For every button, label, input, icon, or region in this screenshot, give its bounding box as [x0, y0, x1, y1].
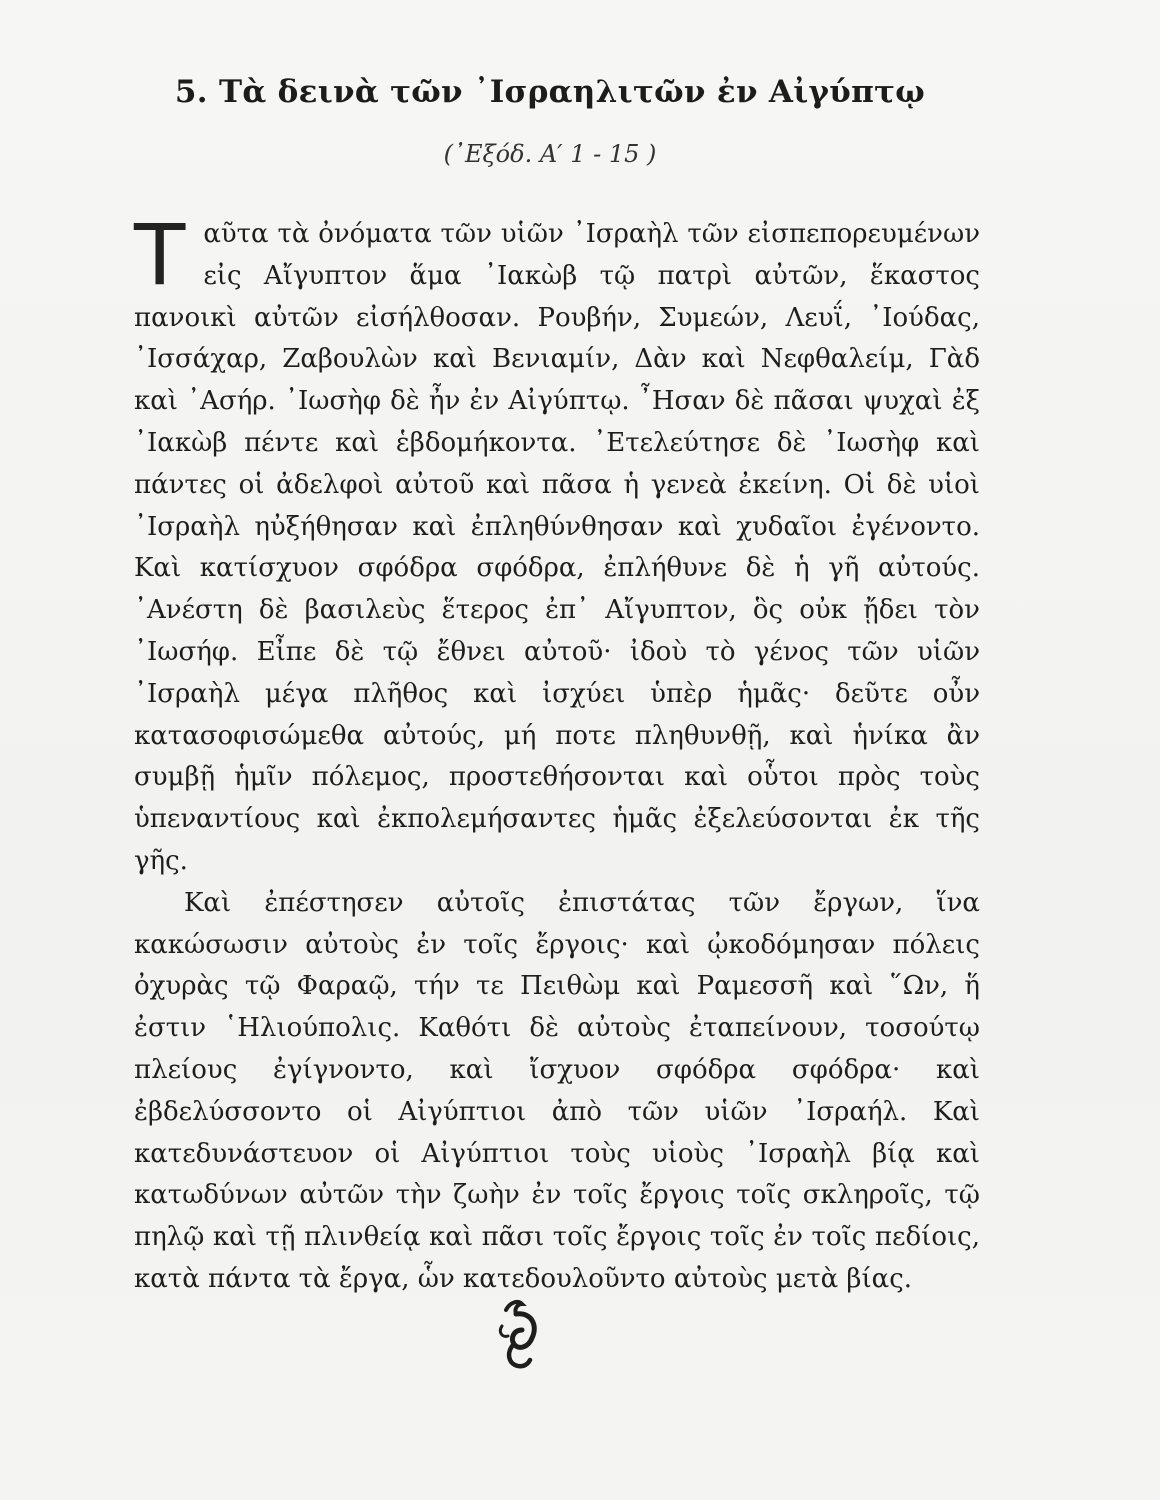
- fleuron-icon: [488, 1296, 548, 1376]
- chapter-title: 5. Τὰ δεινὰ τῶν ᾽Ισραηλιτῶν ἐν Αἰγύπτῳ: [174, 74, 926, 110]
- scripture-reference: (᾽Εξόδ. Α′ 1 - 15 ): [443, 140, 657, 168]
- paragraph-second: Καὶ ἐπέστησεν αὐτοῖς ἐπιστάτας τῶν ἔργων, ἵνα κακώσωσιν αὐτοὺς ἐν τοῖς ἔργοις· καὶ ᾠκοδόμησαν πόλεις ὀχυρὰς τῷ Φαραῷ, τήν τε Πειθὼμ καὶ Ραμεσσῆ καὶ ῞Ων, ἥ ἐστιν ῾Ηλιούπολις. Καθότι δὲ αὐτοὺς ἐταπείνουν, τοσούτῳ πλείους ἐγίγνοντο, καὶ ἴσχυον σφόδρα σφόδρα· καὶ ἐβδελύσσοντο οἱ Αἰγύπτιοι ἀπὸ τῶν υἱῶν ᾽Ισραήλ. Καὶ κατεδυνάστευον οἱ Αἰγύπτιοι τοὺς υἱοὺς ᾽Ισραὴλ βίᾳ καὶ κατωδύνων αὐτῶν τὴν ζωὴν ἐν τοῖς ἔργοις τοῖς σκληροῖς, τῷ πηλῷ καὶ τῇ πλινθείᾳ καὶ πᾶσι τοῖς ἔργοις τοῖς ἐν τοῖς πεδίοις, κατὰ πάντα τὰ ἔργα, ὧν κατεδουλοῦντο αὐτοὺς μετὰ βίας.: [134, 887, 980, 1294]
- drop-cap: Τ: [134, 206, 186, 304]
- paragraph-first: [134, 206, 980, 883]
- body-text: [134, 206, 980, 1301]
- paragraph-text: αῦτα τὰ ὀνόματα τῶν υἱῶν ᾽Ισραὴλ τῶν εἰσπεπορευμένων εἰς Αἴγυπτον ἅμα ᾽Ιακὼβ τῷ πατρὶ αὐτῶν, ἕκαστος πανοικὶ αὐτῶν εἰσήλθοσαν. Ρουβήν, Συμεών, Λευΐ, ᾽Ιούδας, ᾽Ισσάχαρ, Ζαβουλὼν καὶ Βενιαμίν, Δὰν καὶ Νεφθαλείμ, Γὰδ καὶ ᾽Ασήρ. ᾽Ιωσὴφ δὲ ἦν ἐν Αἰγύπτῳ. ῏Ησαν δὲ πᾶσαι ψυχαὶ ἐξ ᾽Ιακὼβ πέντε καὶ ἑβδομήκοντα. ᾽Ετελεύτησε δὲ ᾽Ιωσὴφ καὶ πάντες οἱ ἀδελφοὶ αὐτοῦ καὶ πᾶσα ἡ γενεὰ ἐκείνη. Οἱ δὲ υἱοὶ ᾽Ισραὴλ ηὐξήθησαν καὶ ἐπληθύνθησαν καὶ χυδαῖοι ἐγένοντο. Καὶ κατίσχυον σφόδρα σφόδρα, ἐπλήθυνε δὲ ἡ γῆ αὐτούς. ᾽Ανέστη δὲ βασιλεὺς ἕτερος ἐπ᾽ Αἴγυπτον, ὃς οὐκ ᾔδει τὸν ᾽Ιωσήφ. Εἶπε δὲ τῷ ἔθνει αὐτοῦ· ἰδοὺ τὸ γένος τῶν υἱῶν ᾽Ισραὴλ μέγα πλῆθος καὶ ἰσχύει ὑπὲρ ἡμᾶς· δεῦτε οὖν κατασοφισώμεθα αὐτούς, μή ποτε πληθυνθῇ, καὶ ἡνίκα ἂν συμβῇ ἡμῖν πόλεμος, προστεθήσονται καὶ οὗτοι πρὸς τοὺς ὑπεναντίους καὶ ἐκπολεμήσαντες ἡμᾶς ἐξελεύσονται ἐκ τῆς γῆς.: [134, 219, 980, 876]
